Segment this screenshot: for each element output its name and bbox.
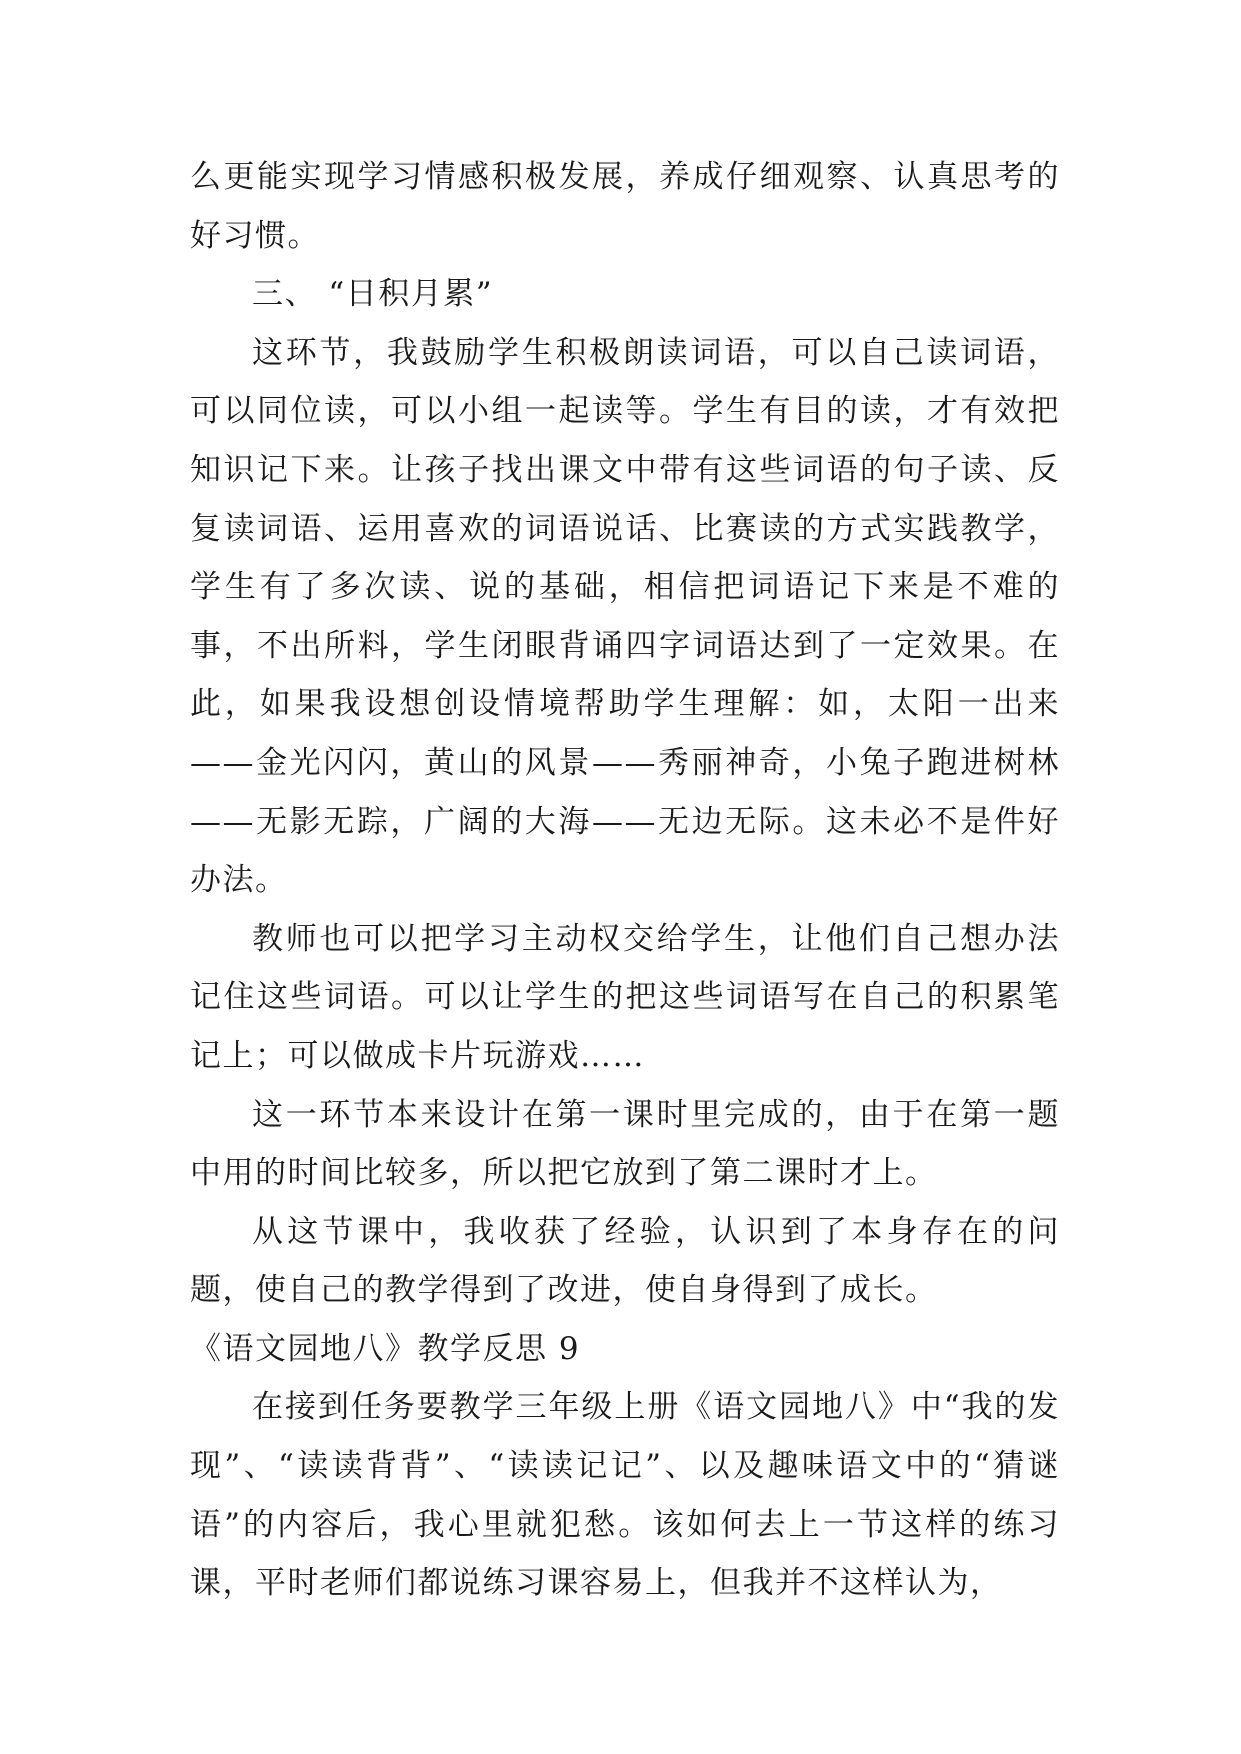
paragraph-student-initiative: 教师也可以把学习主动权交给学生，让他们自己想办法记住这些词语。可以让学生的把这些词语写在自己的积累笔记上；可以做成卡片玩游戏……: [190, 920, 1060, 1074]
paragraph-lesson-timing: 这一环节本来设计在第一课时里完成的，由于在第一题中用的时间比较多，所以把它放到了第二课时才上。: [190, 1096, 1060, 1192]
paragraph-reflection-summary: 从这节课中，我收获了经验，认识到了本身存在的问题，使自己的教学得到了改进，使自身得到了成长。: [190, 1213, 1060, 1309]
paragraph-continuation: 么更能实现学习情感积极发展，养成仔细观察、认真思考的好习惯。: [190, 159, 1060, 254]
document-page: [190, 148, 1060, 1613]
article-title: 《语文园地八》教学反思 9: [190, 1330, 581, 1367]
section-heading-rijiyuelei: 三、 “日积月累”: [252, 276, 494, 313]
paragraph-word-reading: 这环节，我鼓励学生积极朗读词语，可以自己读词语，可以同位读，可以小组一起读等。学生有目的读，才有效把知识记下来。让孩子找出课文中带有这些词语的句子读、反复读词语、运用喜欢的词语说话、比赛读的方式实践教学，学生有了多次读、说的基础，相信把词语记下来是不难的事，不出所料，学生闭眼背诵四字词语达到了一定效果。在此，如果我设想创设情境帮助学生理解：如，太阳一出来——金光闪闪，黄山的风景——秀丽神奇，小兔子跑进树林——无影无踪，广阔的大海——无边无际。这未必不是件好办法。: [190, 334, 1060, 899]
paragraph-task-intro: 在接到任务要教学三年级上册《语文园地八》中“我的发现”、“读读背背”、“读读记记”、以及趣味语文中的“猜谜语”的内容后，我心里就犯愁。该如何去上一节这样的练习课，平时老师们都说练习课容易上，但我并不这样认为，: [190, 1389, 1060, 1602]
